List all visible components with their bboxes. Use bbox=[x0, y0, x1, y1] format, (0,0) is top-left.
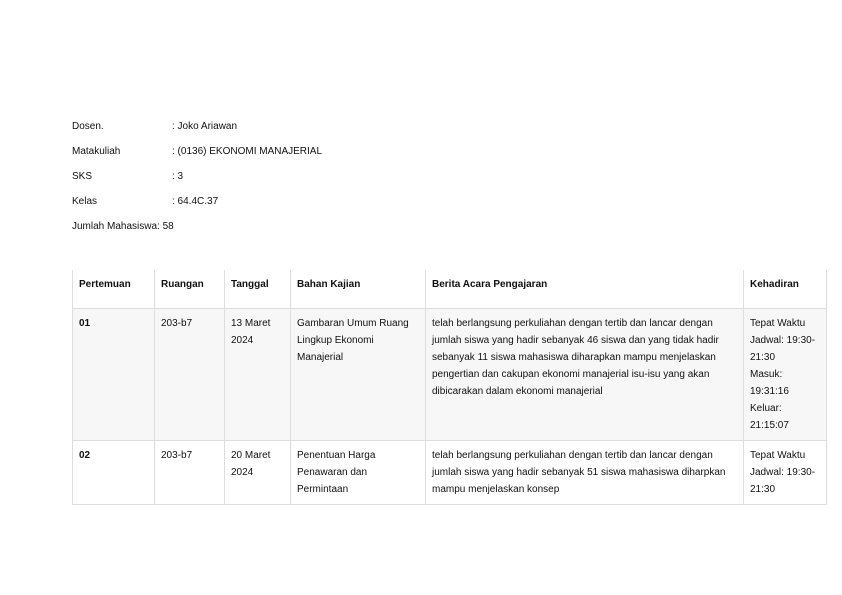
table-header-row bbox=[73, 270, 827, 308]
header-pertemuan: Pertemuan bbox=[73, 270, 155, 308]
cell-tanggal: 13 Maret 2024 bbox=[225, 308, 291, 440]
matakuliah-value: : (0136) EKONOMI MANAJERIAL bbox=[172, 146, 323, 157]
dosen-label: Dosen. bbox=[72, 121, 104, 132]
cell-bahan-kajian: Penentuan Harga Penawaran dan Permintaan bbox=[291, 440, 426, 504]
table-row bbox=[73, 308, 827, 440]
info-row-dosen bbox=[72, 121, 322, 146]
cell-pertemuan: 02 bbox=[73, 440, 155, 504]
jumlah-value: : 58 bbox=[157, 221, 174, 232]
cell-ruangan: 203-b7 bbox=[155, 308, 225, 440]
cell-kehadiran bbox=[744, 308, 827, 440]
dosen-value: : Joko Ariawan bbox=[172, 121, 238, 132]
cell-berita-acara: telah berlangsung perkuliahan dengan tertib dan lancar dengan jumlah siswa yang hadir sebanyak 46 siswa dan yang tidak hadir sebanyak 11 siswa mahasiswa diharapkan mampu menjelaskan pengertian dan cakupan ekonomi manajerial isu-isu yang akan dibicarakan dalam ekonomi manajerial bbox=[426, 308, 744, 440]
course-info bbox=[72, 121, 322, 246]
cell-kehadiran bbox=[744, 440, 827, 504]
cell-berita-acara: telah berlangsung perkuliahan dengan tertib dan lancar dengan jumlah siswa yang hadir sebanyak 51 siswa mahasiswa diharpkan mampu menjelaskan konsep bbox=[426, 440, 744, 504]
kehadiran-jadwal: Jadwal: 19:30-21:30 bbox=[750, 466, 816, 495]
matakuliah-label: Matakuliah bbox=[72, 146, 121, 157]
cell-tanggal: 20 Maret 2024 bbox=[225, 440, 291, 504]
info-row-matakuliah bbox=[72, 146, 322, 171]
header-berita-acara: Berita Acara Pengajaran bbox=[426, 270, 744, 308]
sks-label: SKS bbox=[72, 171, 93, 182]
kehadiran-keluar: Keluar: 21:15:07 bbox=[750, 402, 789, 431]
header-kehadiran: Kehadiran bbox=[744, 270, 827, 308]
cell-pertemuan: 01 bbox=[73, 308, 155, 440]
jumlah-label: Jumlah Mahasiswa bbox=[72, 221, 158, 232]
info-row-sks bbox=[72, 171, 322, 196]
header-bahan-kajian: Bahan Kajian bbox=[291, 270, 426, 308]
kehadiran-jadwal: Jadwal: 19:30-21:30 bbox=[750, 334, 816, 363]
attendance-table bbox=[72, 270, 827, 505]
cell-bahan-kajian: Gambaran Umum Ruang Lingkup Ekonomi Manajerial bbox=[291, 308, 426, 440]
kehadiran-status: Tepat Waktu bbox=[750, 317, 806, 329]
sks-value: : 3 bbox=[172, 171, 184, 182]
kelas-value: : 64.4C.37 bbox=[172, 196, 219, 207]
info-row-jumlah bbox=[72, 221, 322, 246]
kehadiran-status: Tepat Waktu bbox=[750, 449, 806, 461]
kehadiran-masuk: Masuk: 19:31:16 bbox=[750, 368, 789, 397]
header-tanggal: Tanggal bbox=[225, 270, 291, 308]
kelas-label: Kelas bbox=[72, 196, 98, 207]
cell-ruangan: 203-b7 bbox=[155, 440, 225, 504]
info-row-kelas bbox=[72, 196, 322, 221]
header-ruangan: Ruangan bbox=[155, 270, 225, 308]
table-row bbox=[73, 440, 827, 504]
